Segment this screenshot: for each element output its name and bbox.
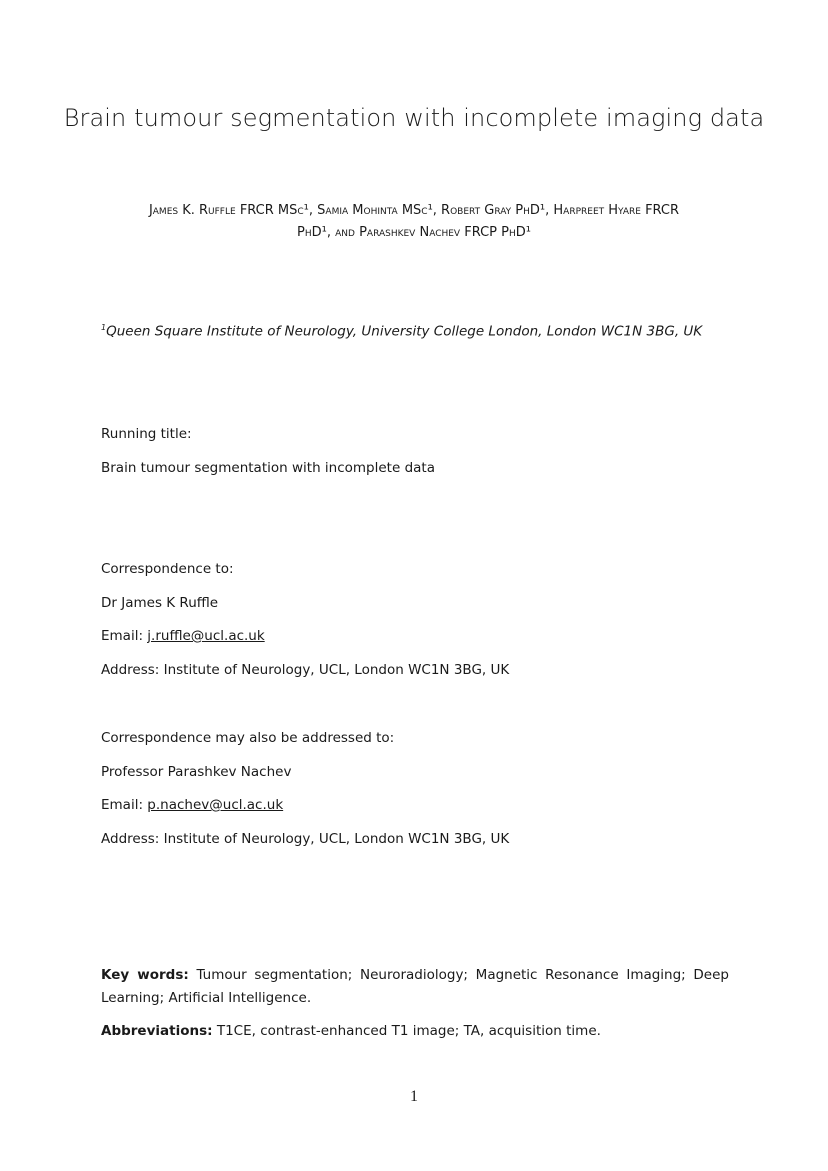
paper-title: Brain tumour segmentation with incomplete imaging data [63, 104, 765, 132]
email-label: Email: [101, 628, 148, 644]
correspondence-email-link[interactable]: j.ruffle@ucl.ac.uk [147, 628, 265, 644]
author-line-1: James K. Ruffle FRCR MSc¹, Samia Mohinta MSc¹, Robert Gray PhD¹, Harpreet Hyare FRCR [148, 203, 680, 218]
correspondence-label: Correspondence to: [101, 561, 234, 577]
page-number: 1 [410, 1088, 418, 1105]
email-label: Email: [101, 797, 148, 813]
abbreviations-label: Abbreviations: [101, 1023, 213, 1039]
alt-correspondence-address: Address: Institute of Neurology, UCL, London WC1N 3BG, UK [101, 831, 510, 847]
correspondence-email-line [101, 626, 731, 646]
alt-correspondence-email-line [101, 795, 731, 815]
alt-correspondence-email-link[interactable]: p.nachev@ucl.ac.uk [147, 797, 284, 813]
author-line-2: PhD¹, and Parashkev Nachev FRCP PhD¹ [297, 225, 531, 240]
correspondence-address: Address: Institute of Neurology, UCL, London WC1N 3BG, UK [101, 662, 510, 678]
correspondence-name: Dr James K Ruffle [101, 595, 219, 611]
author-list [90, 200, 738, 244]
keywords-text: Tumour segmentation; Neuroradiology; Magnetic Resonance Imaging; Deep Learning; Artificial Intelligence. [101, 967, 729, 1006]
alt-correspondence-name: Professor Parashkev Nachev [101, 764, 292, 780]
keywords-label: Key words: [101, 967, 189, 983]
running-title-label: Running title: [101, 426, 192, 442]
affiliation [101, 323, 741, 340]
affiliation-marker: 1 [101, 323, 107, 332]
running-title-value: Brain tumour segmentation with incomplete data [101, 460, 435, 476]
abbreviations [101, 1021, 731, 1041]
affiliation-text: Queen Square Institute of Neurology, University College London, London WC1N 3BG, UK [106, 323, 703, 340]
alt-correspondence-label: Correspondence may also be addressed to: [101, 730, 395, 746]
abbreviations-text: T1CE, contrast-enhanced T1 image; TA, acquisition time. [212, 1023, 601, 1039]
keywords [101, 964, 729, 1010]
